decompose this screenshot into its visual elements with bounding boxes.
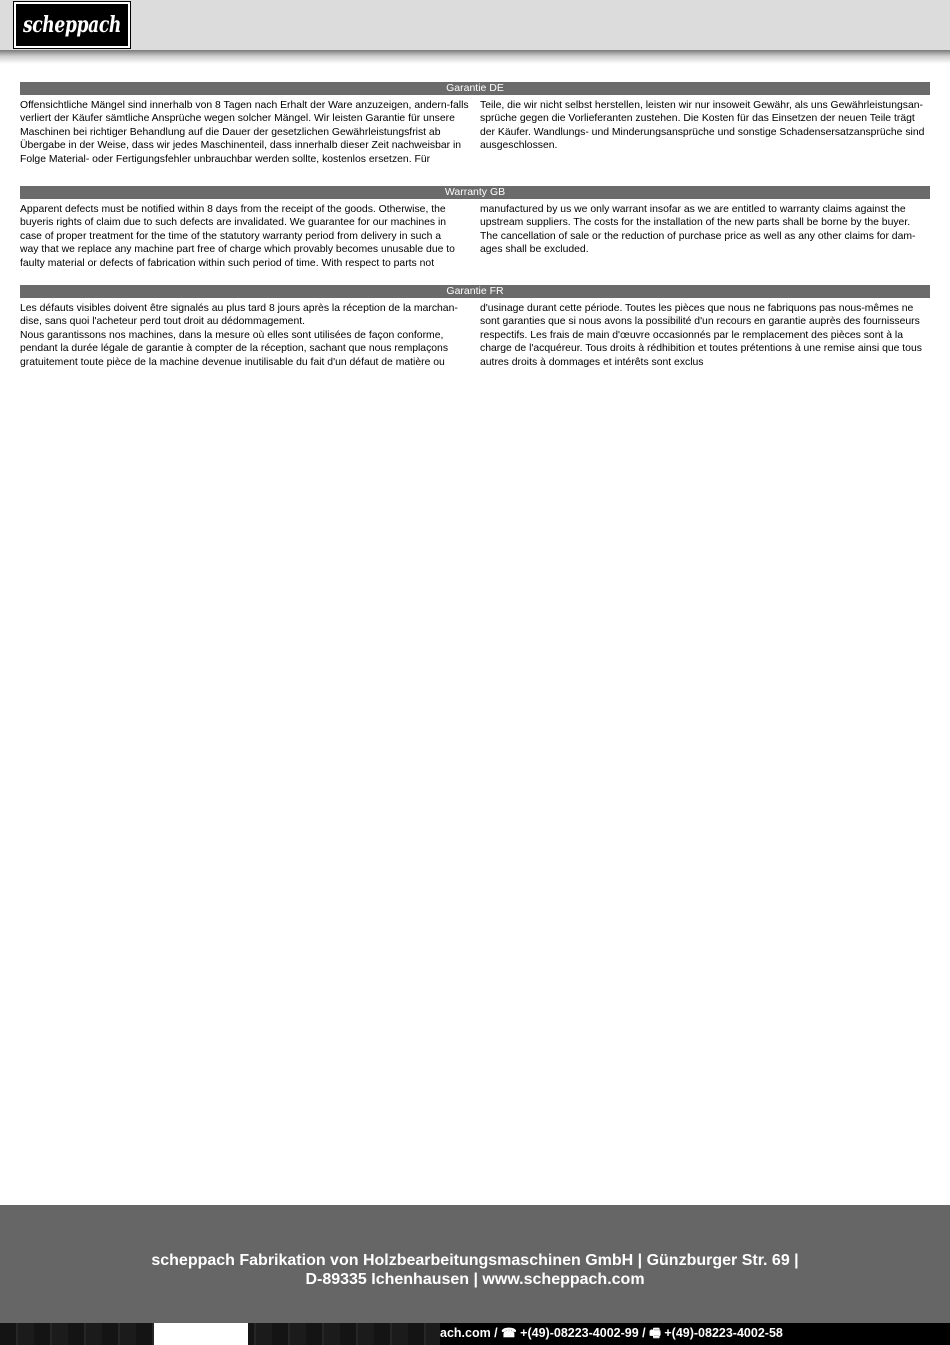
- warranty-fr-right-column: d'usinage durant cette période. Toutes les pièces que nous ne fabriquons pas nous-mêmes ne sont garanties que si nous avons la possibilité d'un recours en garantie auprès des fournisseurs respectifs. Les frais de main d'œuvre occasionnés par le remplacement des pièces sont à la charge de l'acquéreur. Tous droits à rédhibition et toutes prétentions à une remise ainsi que tous autres droits à dommages et intérêts sont exclus: [480, 303, 922, 368]
- warranty-gb-right-column: manufactured by us we only warrant insofar as we are entitled to warranty claims against the upstream suppliers. The costs for the installation of the new parts shall be borne by the buyer. The cancellation of sale or the reduction of purchase price as well as any other claims for dam-ages shall be excluded.: [480, 204, 916, 256]
- warranty-gb-left-column: Apparent defects must be notified within 8 days from the receipt of the goods. Otherwise, the buyeris rights of claim due to such defects are invalidated. We guarantee for our machines in case of proper treatment for the time of the statutory warranty period from delivery in such a way that we replace any machine part free of charge which provably becomes unusable due to faulty material or defects of fabrication within such period of time. With respect to parts not: [20, 204, 455, 269]
- section-title-de: Garantie DE: [20, 82, 930, 95]
- brand-logo-text: scheppach: [22, 12, 122, 38]
- strip-white-block: [154, 1323, 248, 1345]
- page-header: [0, 0, 950, 50]
- header-shadow: [0, 50, 950, 64]
- brand-logo: [14, 2, 130, 48]
- warranty-de-left-column: Offensichtliche Mängel sind innerhalb von 8 Tagen nach Erhalt der Ware anzuzeigen, andern-falls verliert der Käufer sämtliche Ansprüche wegen solcher Mängel. Wir leisten Garantie für unsere Maschinen bei richtiger Behandlung auf die Dauer der gesetzlichen Gewährleistungsfrist ab Übergabe in der Weise, dass wir jedes Maschinenteil, dass innerhalb dieser Zeit nachweisbar in Folge Material- oder Fertigungsfehler unbrauchbar werden sollte, kostenlos ersetzen. Für: [20, 100, 469, 165]
- section-title-fr: Garantie FR: [20, 285, 930, 298]
- warranty-fr-left-column: Les défauts visibles doivent être signalés au plus tard 8 jours après la réception de la marchan-dise, sans quoi l'acheteur perd tout droit au dédommagement. Nous garantissons nos machines, dans la mesure où elles sont utilisées de façon conforme, pendant la durée légale de garantie à compter de la réception, sachant que nous remplaçons gratuitement toute pièce de la machine devenue inutilisable du fait d'un défaut de matière ou: [20, 303, 458, 368]
- warranty-de-right-column: Teile, die wir nicht selbst herstellen, leisten wir nur insoweit Gewähr, als uns Gewährleistungsan-sprüche gegen die Vorlieferanten zustehen. Die Kosten für das Einsetzen der neuen Teile trägt der Käufer. Wandlungs- und Minderungsansprüche und sonstige Schadensersatzansprüche sind ausgeschlossen.: [480, 100, 925, 152]
- page-footer: [0, 1205, 950, 1323]
- section-title-gb: Warranty GB: [20, 186, 930, 199]
- footer-company-address: scheppach Fabrikation von Holzbearbeitungsmaschinen GmbH | Günzburger Str. 69 |: [151, 1252, 799, 1269]
- contact-phone-fax: ach.com / ☎ +(49)-08223-4002-99 / 🖷 +(49)-08223-4002-58: [440, 1326, 783, 1340]
- contact-strip: [0, 1323, 950, 1345]
- footer-city-website: D-89335 Ichenhausen | www.scheppach.com: [305, 1271, 645, 1288]
